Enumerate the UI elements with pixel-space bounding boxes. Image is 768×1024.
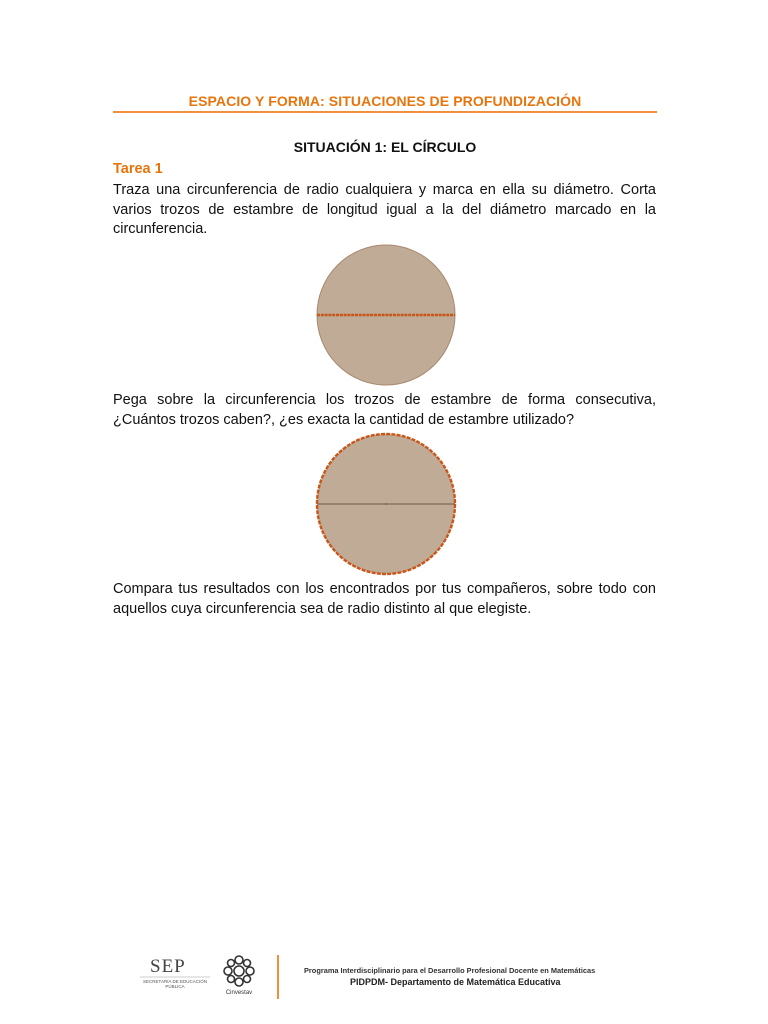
footer-divider [277, 955, 279, 999]
sep-subtitle: SECRETARÍA DE EDUCACIÓN PÚBLICA [143, 979, 207, 989]
task-heading: Tarea 1 [113, 161, 163, 177]
circle-with-yarn-figure [312, 432, 460, 577]
cinvestav-label: Cinvestav [225, 990, 253, 996]
page-footer [0, 940, 768, 1010]
center-point [385, 503, 387, 505]
task-paragraph-2: Pega sobre la circunferencia los trozos de estambre de forma consecutiva, ¿Cuántos trozos caben?, ¿es exacta la cantidad de estambre utilizado? [113, 392, 656, 428]
cinvestav-logo-icon [222, 954, 256, 988]
task-paragraph-1: Traza una circunferencia de radio cualquiera y marca en ella su diámetro. Corta varios trozos de estambre de longitud igual a la del diámetro marcado en la circunferencia. [113, 182, 656, 237]
footer-department-line: PIDPDM- Departamento de Matemática Educativa [350, 977, 561, 987]
situation-title: SITUACIÓN 1: EL CÍRCULO [293, 139, 477, 155]
document-header-title: ESPACIO Y FORMA: SITUACIONES DE PROFUNDIZACIÓN [188, 93, 582, 109]
task-paragraph-3: Compara tus resultados con los encontrados por tus compañeros, sobre todo con aquellos cuya circunferencia sea de radio distinto al que elegiste. [113, 581, 656, 617]
circle-with-diameter-figure [312, 244, 460, 388]
header-underline [113, 111, 657, 113]
sep-logo-text: SEP [150, 956, 186, 977]
footer-program-line: Programa Interdisciplinario para el Desarrollo Profesional Docente en Matemáticas [304, 966, 596, 975]
